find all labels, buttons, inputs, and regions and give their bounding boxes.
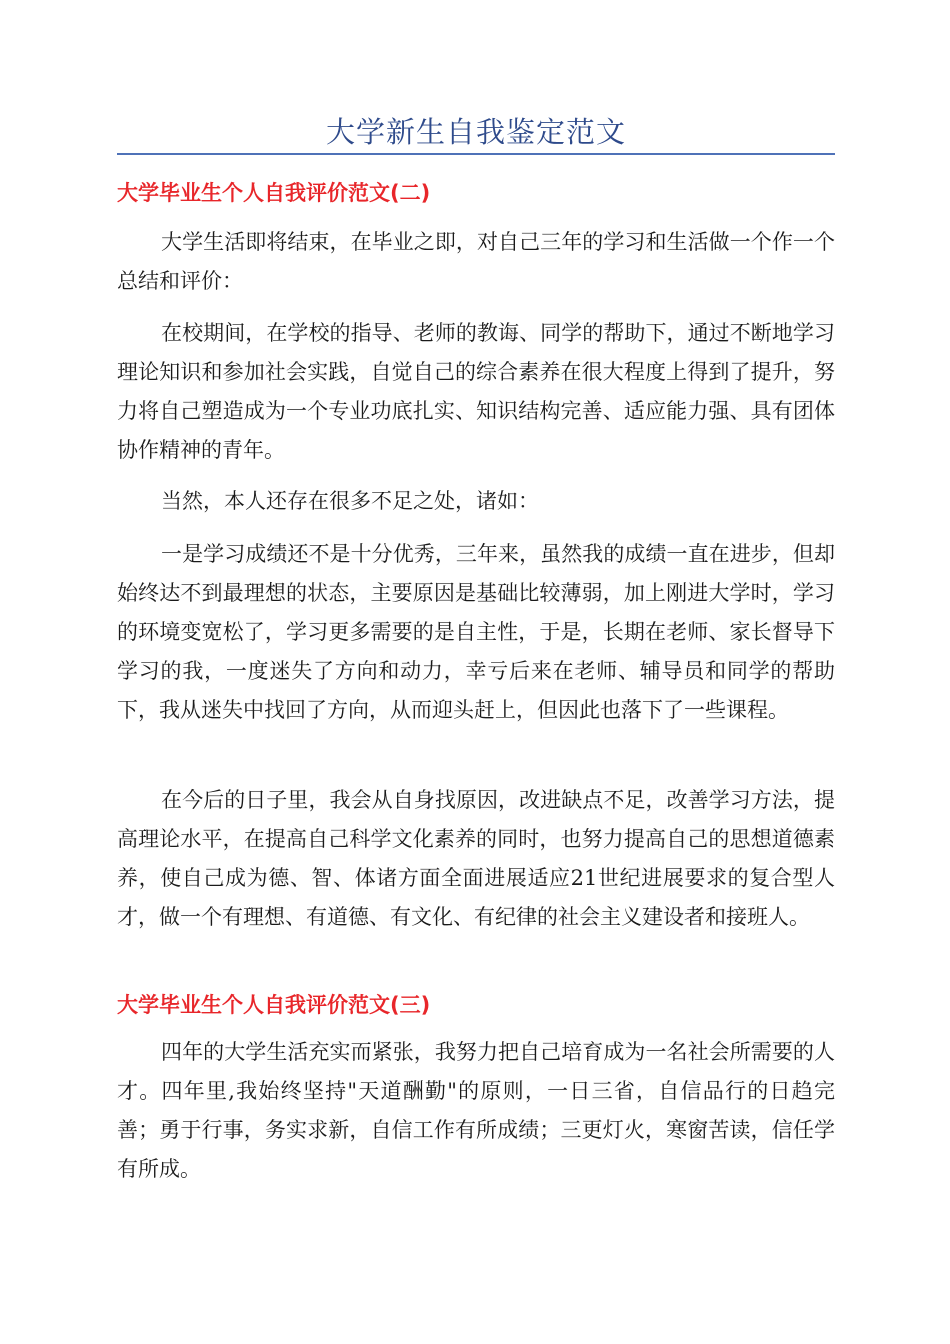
paragraph: 在今后的日子里，我会从自身找原因，改进缺点不足，改善学习方法，提高理论水平，在提高自己科学文化素养的同时，也努力提高自己的思想道德素养，使自己成为德、智、体诸方面全面进展适应21世纪进展要求的复合型人才，做一个有理想、有道德、有文化、有纪律的社会主义建设者和接班人。 [117, 788, 835, 929]
title-divider [117, 153, 835, 155]
section-heading-3: 大学毕业生个人自我评价范文(三) [117, 993, 431, 1017]
section-heading-2: 大学毕业生个人自我评价范文(二) [117, 181, 431, 205]
paragraph: 当然，本人还存在很多不足之处，诸如： [161, 489, 539, 513]
paragraph: 一是学习成绩还不是十分优秀，三年来，虽然我的成绩一直在进步，但却始终达不到最理想的状态，主要原因是基础比较薄弱，加上刚进大学时，学习的环境变宽松了，学习更多需要的是自主性，于是，长期在老师、家长督导下学习的我，一度迷失了方向和动力，幸亏后来在老师、辅导员和同学的帮助下，我从迷失中找回了方向，从而迎头赶上，但因此也落下了一些课程。 [117, 542, 835, 722]
paragraph: 四年的大学生活充实而紧张，我努力把自己培育成为一名社会所需要的人才。四年里,我始终坚持"天道酬勤"的原则，一日三省，自信品行的日趋完善；勇于行事，务实求新，自信工作有所成绩；三更灯火，寒窗苦读，信任学有所成。 [117, 1040, 835, 1181]
paragraph: 大学生活即将结束，在毕业之即，对自己三年的学习和生活做一个作一个总结和评价： [117, 230, 835, 293]
document-title: 大学新生自我鉴定范文 [325, 115, 626, 149]
paragraph: 在校期间，在学校的指导、老师的教诲、同学的帮助下，通过不断地学习理论知识和参加社会实践，自觉自己的综合素养在很大程度上得到了提升，努力将自己塑造成为一个专业功底扎实、知识结构完善、适应能力强、具有团体协作精神的青年。 [117, 321, 835, 462]
